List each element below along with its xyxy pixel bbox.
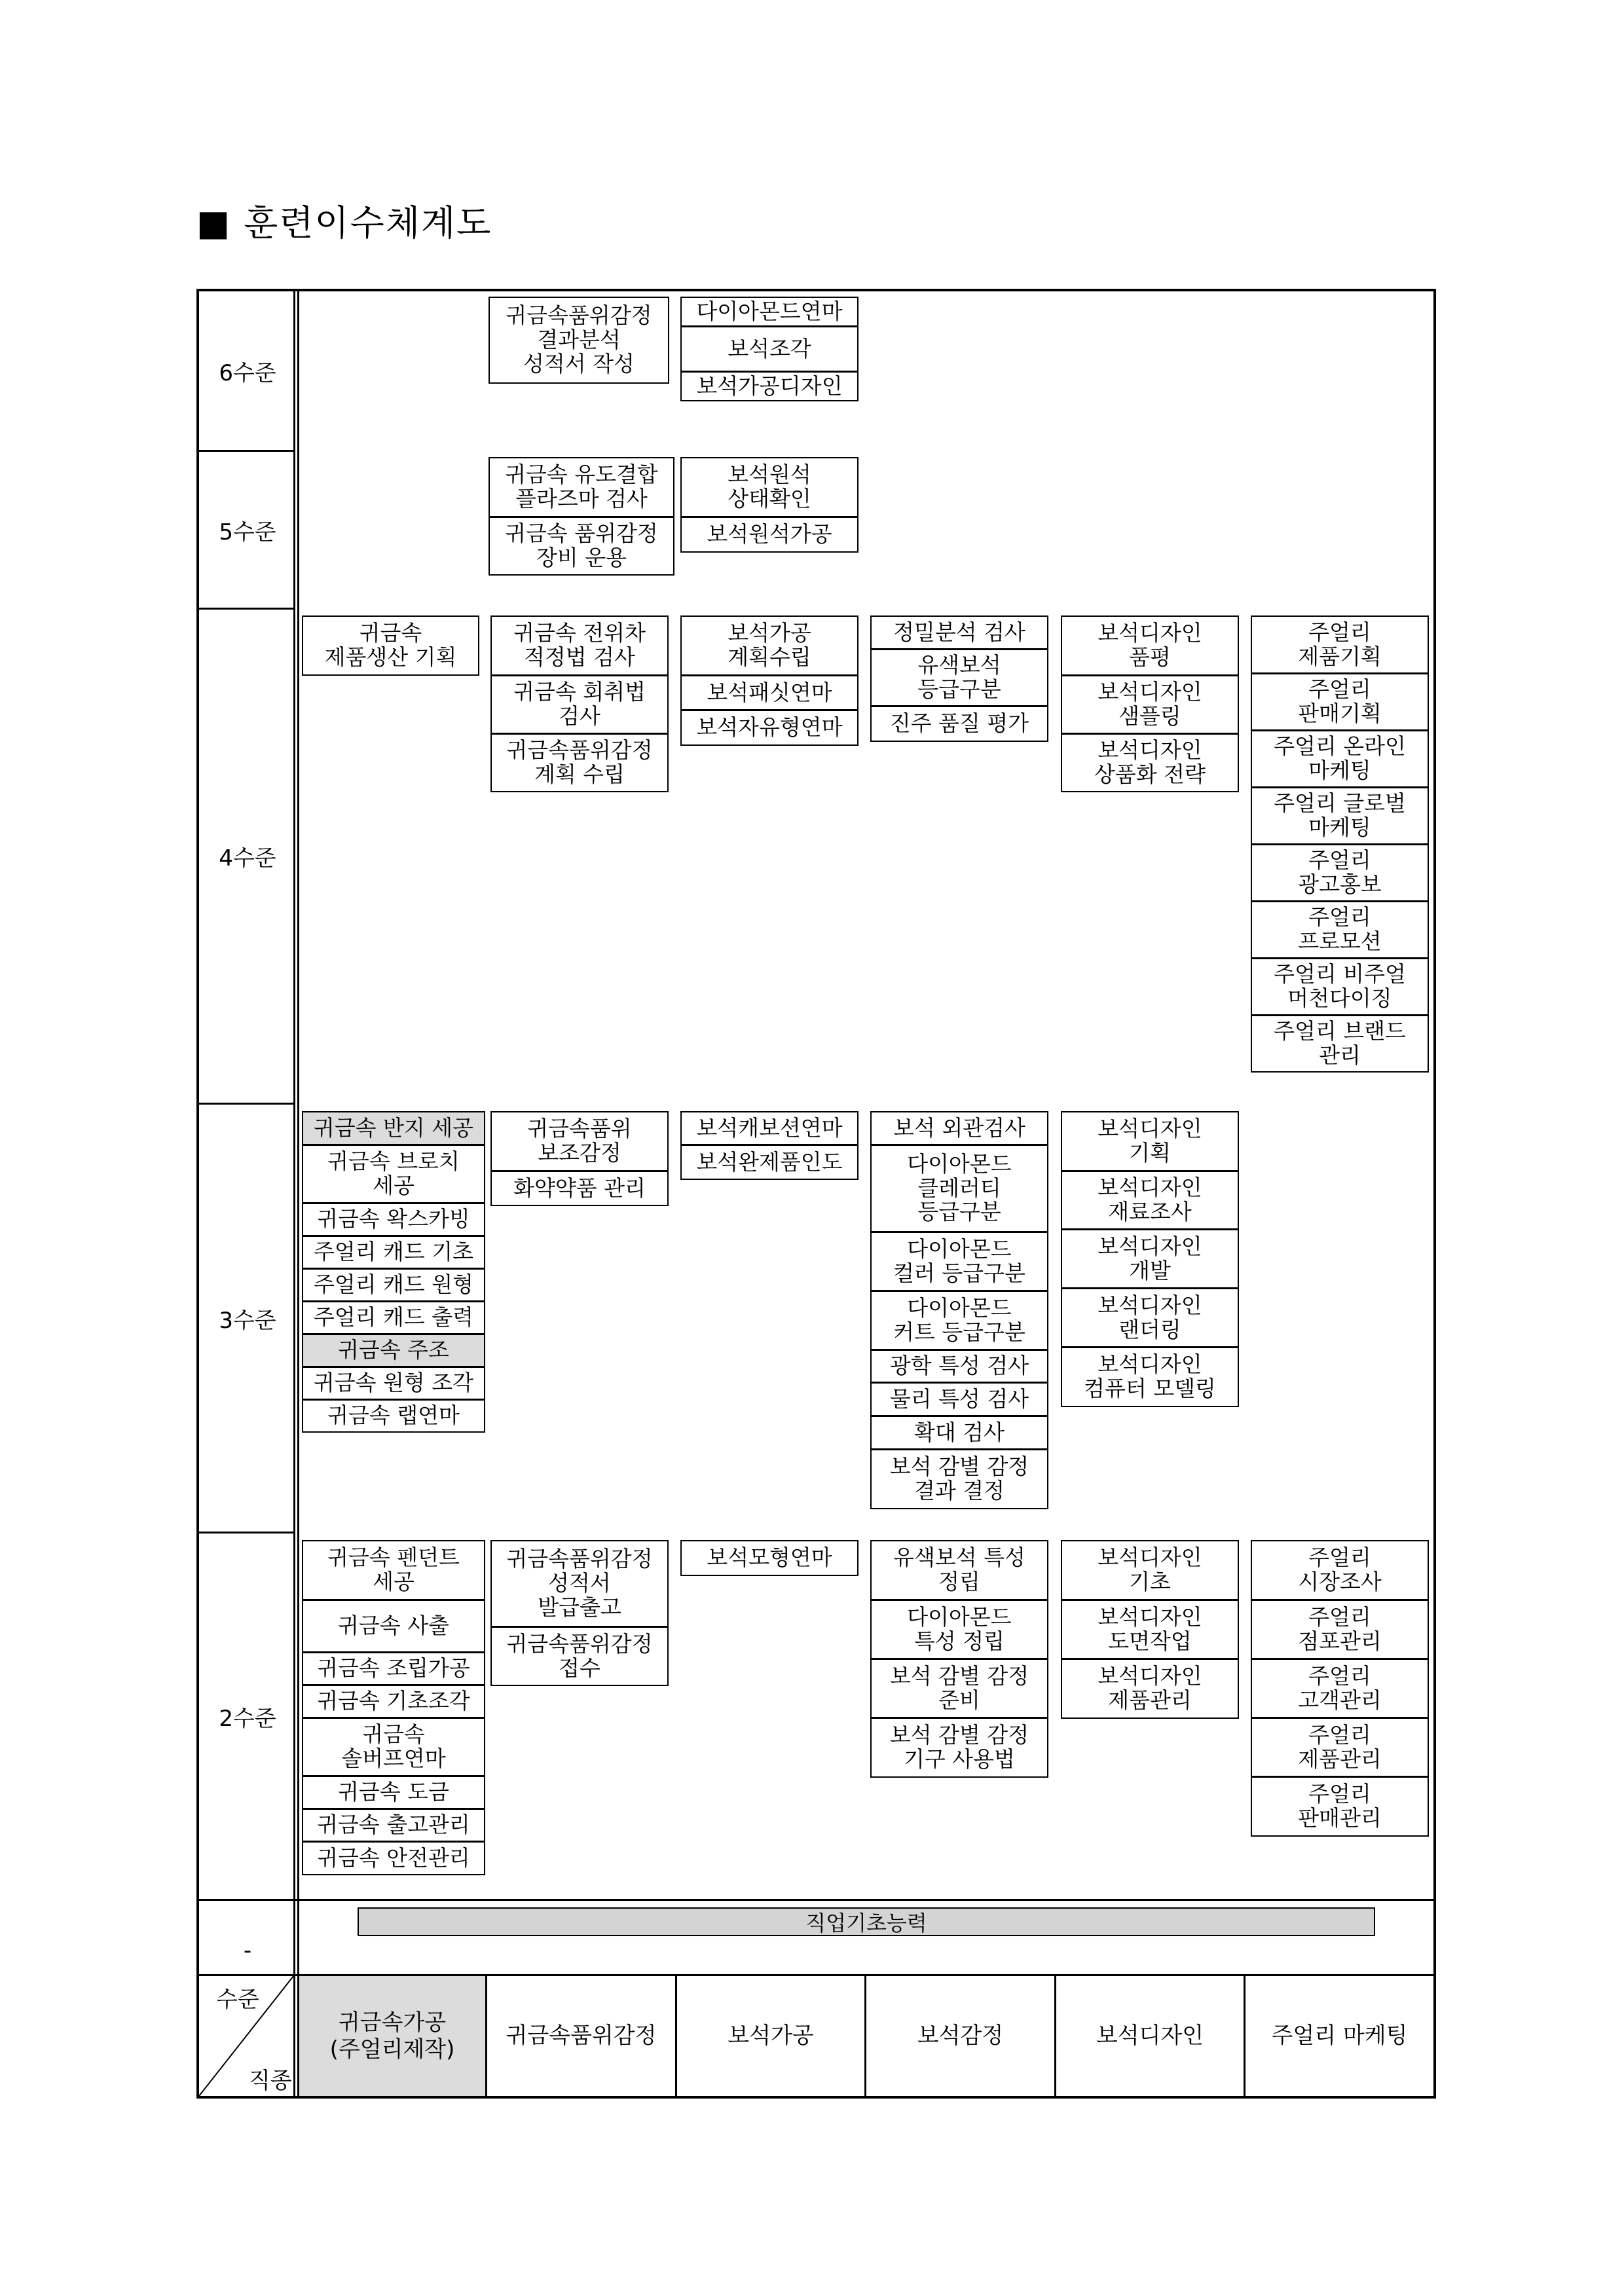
module-box: 보석캐보션연마: [680, 1111, 858, 1145]
module-box: 보석디자인 랜더링: [1061, 1288, 1239, 1348]
module-box: 주얼리 캐드 기초: [302, 1236, 485, 1269]
module-box: 확대 검사: [870, 1416, 1048, 1450]
module-box: 귀금속 품위감정 장비 운용: [489, 517, 674, 576]
module-box: 보석자유형연마: [680, 710, 858, 746]
module-box: 귀금속품위 보조감정: [490, 1111, 669, 1171]
module-box: 귀금속 출고관리: [302, 1808, 485, 1842]
module-box: 보석디자인 도면작업: [1061, 1600, 1239, 1659]
module-box: 보석디자인 재료조사: [1061, 1171, 1239, 1230]
module-box: 다이아몬드 컬러 등급구분: [870, 1232, 1048, 1291]
module-box: 보석 외관검사: [870, 1111, 1048, 1145]
module-box: 다이아몬드 특성 정립: [870, 1600, 1048, 1659]
module-box: 보석디자인 컴퓨터 모델링: [1061, 1347, 1239, 1407]
module-box: 귀금속 도금: [302, 1776, 485, 1809]
module-box: 귀금속 제품생산 기획: [302, 615, 479, 676]
module-box: 보석가공디자인: [680, 371, 858, 401]
module-box: 주얼리 브랜드 관리: [1251, 1015, 1429, 1073]
module-box: 귀금속 안전관리: [302, 1841, 485, 1875]
job-label-jewelry-marketing: 주얼리 마케팅: [1271, 2023, 1408, 2049]
module-box: 다이아몬드 커트 등급구분: [870, 1291, 1048, 1350]
job-label-precious-metal: 귀금속가공 (주얼리제작): [299, 1976, 485, 2096]
module-box: 주얼리 비주얼 머천다이징: [1251, 958, 1429, 1016]
module-box: 주얼리 고객관리: [1251, 1659, 1429, 1718]
module-box: 주얼리 광고홍보: [1251, 844, 1429, 902]
module-box: 주얼리 글로벌 마케팅: [1251, 787, 1429, 845]
module-box: 보석가공 계획수립: [680, 615, 858, 676]
module-box: 주얼리 점포관리: [1251, 1600, 1429, 1659]
module-box: 귀금속 조립가공: [302, 1652, 485, 1685]
module-box: 진주 품질 평가: [870, 706, 1048, 742]
level-label-5: 5수준: [219, 519, 276, 545]
module-box: 귀금속품위감정 계획 수립: [490, 733, 669, 792]
module-box: 보석디자인 개발: [1061, 1229, 1239, 1289]
module-box: 보석완제품인도: [680, 1145, 858, 1180]
row-divider: [199, 1899, 1433, 1901]
module-box: 귀금속 솔버프연마: [302, 1717, 485, 1776]
module-box: 주얼리 캐드 출력: [302, 1301, 485, 1334]
job-label-gem-design: 보석디자인: [1096, 2023, 1204, 2049]
module-box: 유색보석 등급구분: [870, 649, 1048, 707]
module-box: 귀금속 유도결합 플라즈마 검사: [489, 457, 674, 517]
module-box: 주얼리 제품관리: [1251, 1717, 1429, 1777]
module-box: 보석디자인 상품화 전략: [1061, 733, 1239, 792]
module-box: 주얼리 시장조사: [1251, 1540, 1429, 1600]
module-box: 귀금속 브로치 세공: [302, 1145, 485, 1203]
module-box: 귀금속품위감정 접수: [490, 1626, 669, 1686]
module-box: 보석원석 상태확인: [680, 457, 858, 517]
module-box: 물리 특성 검사: [870, 1382, 1048, 1416]
level-label-basic: -: [243, 1937, 252, 1964]
module-box: 귀금속 사출: [302, 1600, 485, 1653]
level-label-4: 4수준: [219, 845, 276, 872]
module-box-highlighted: 귀금속 반지 세공: [302, 1111, 485, 1145]
basic-competency-bar: 직업기초능력: [358, 1907, 1375, 1936]
module-box: 보석조각: [680, 326, 858, 372]
module-box: 보석디자인 기획: [1061, 1111, 1239, 1171]
module-box: 보석디자인 품평: [1061, 615, 1239, 676]
module-box: 주얼리 프로모션: [1251, 901, 1429, 959]
module-box: 귀금속품위감정 결과분석 성적서 작성: [489, 297, 669, 384]
module-box: 주얼리 캐드 원형: [302, 1268, 485, 1302]
module-box: 보석디자인 기초: [1061, 1540, 1239, 1600]
module-box: 귀금속 랩연마: [302, 1399, 485, 1433]
level-column-divider-inner: [297, 291, 299, 2096]
module-box: 귀금속 원형 조각: [302, 1367, 485, 1400]
level-label-6: 6수준: [219, 359, 276, 386]
module-box: 주얼리 제품기획: [1251, 615, 1429, 674]
module-box: 귀금속 전위차 적정법 검사: [490, 615, 669, 676]
corner-level-label: 수준: [216, 1987, 259, 2013]
level-label-3: 3수준: [219, 1307, 276, 1334]
module-box: 보석모형연마: [680, 1540, 858, 1576]
corner-job-label: 직종: [249, 2068, 292, 2094]
job-label-gem-appraisal: 보석감정: [917, 2023, 1004, 2049]
module-box: 다이아몬드연마: [680, 297, 858, 327]
module-box: 보석원석가공: [680, 517, 858, 553]
module-box: 보석디자인 제품관리: [1061, 1659, 1239, 1719]
module-box: 보석 감별 감정 기구 사용법: [870, 1717, 1048, 1778]
module-box: 귀금속 펜던트 세공: [302, 1540, 485, 1600]
module-box: 보석 감별 감정 결과 결정: [870, 1449, 1048, 1509]
module-box: 유색보석 특성 정립: [870, 1540, 1048, 1600]
module-box: 귀금속 기초조각: [302, 1685, 485, 1718]
module-box: 귀금속 회취법 검사: [490, 675, 669, 734]
module-box: 보석패싯연마: [680, 675, 858, 710]
module-box: 주얼리 판매관리: [1251, 1776, 1429, 1837]
module-box: 귀금속 왁스카빙: [302, 1203, 485, 1236]
page-title: ■ 훈련이수체계도: [196, 202, 492, 244]
module-box-highlighted: 귀금속 주조: [302, 1334, 485, 1367]
job-label-assay: 귀금속품위감정: [506, 2023, 657, 2049]
module-box: 보석디자인 샘플링: [1061, 675, 1239, 734]
module-box: 주얼리 온라인 마케팅: [1251, 730, 1429, 788]
module-box: 광학 특성 검사: [870, 1349, 1048, 1383]
module-box: 화약약품 관리: [490, 1171, 669, 1206]
job-label-gem-processing: 보석가공: [728, 2023, 814, 2049]
module-box: 보석 감별 감정 준비: [870, 1659, 1048, 1718]
module-box: 주얼리 판매기획: [1251, 673, 1429, 731]
module-box: 정밀분석 검사: [870, 615, 1048, 650]
module-box: 다이아몬드 클레러티 등급구분: [870, 1145, 1048, 1232]
level-label-2: 2수준: [219, 1705, 276, 1732]
module-box: 귀금속품위감정 성적서 발급출고: [490, 1540, 669, 1627]
